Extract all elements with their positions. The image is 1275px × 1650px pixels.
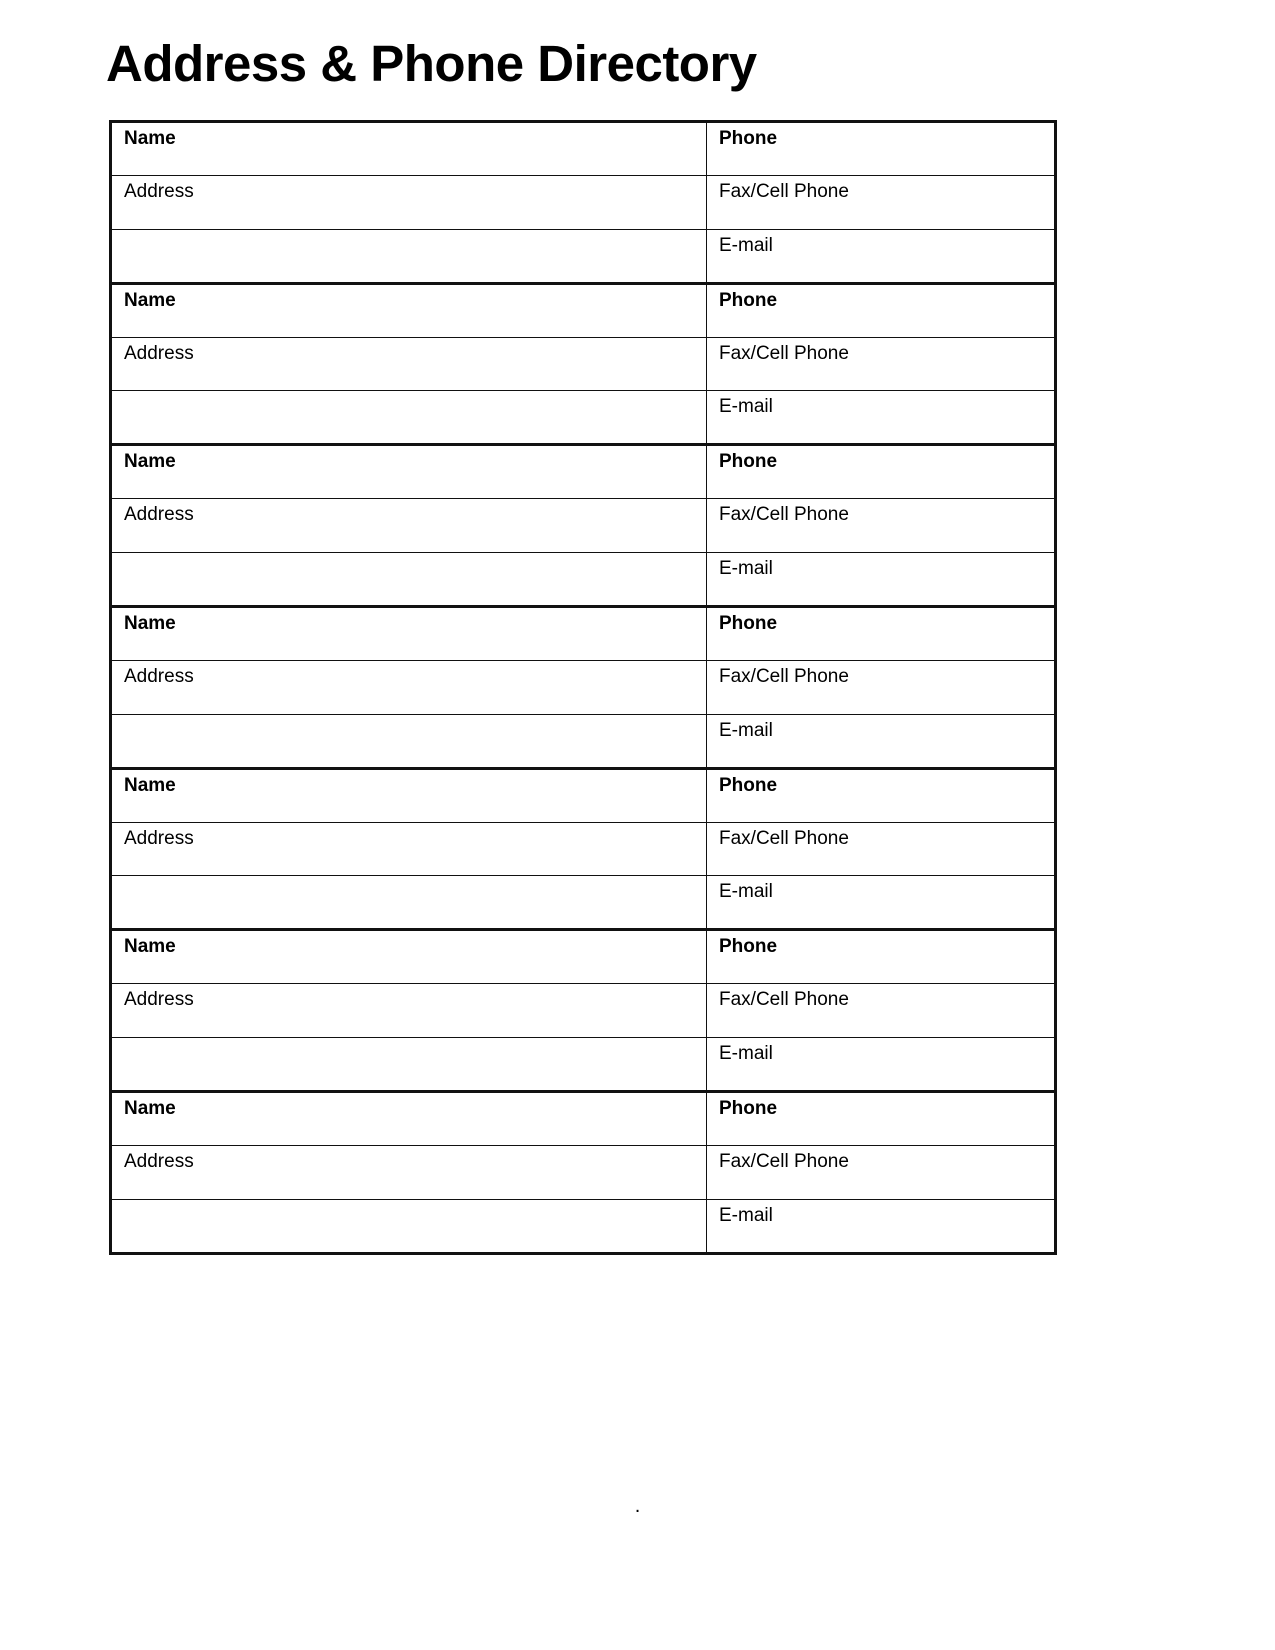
table-row (111, 229, 1056, 283)
empty-cell (111, 1038, 707, 1092)
address-label-cell: Address (111, 1145, 707, 1199)
table-row (111, 607, 1056, 661)
footer-mark: . (634, 1495, 641, 1517)
table-row (111, 660, 1056, 714)
empty-cell (111, 553, 707, 607)
email-label-cell: E-mail (707, 391, 1056, 445)
phone-label-cell: Phone (707, 445, 1056, 499)
empty-cell (111, 1199, 707, 1253)
table-row (111, 553, 1056, 607)
table-row (111, 714, 1056, 768)
email-label-cell: E-mail (707, 229, 1056, 283)
name-label-cell: Name (111, 930, 707, 984)
empty-cell (111, 229, 707, 283)
email-label-cell: E-mail (707, 1038, 1056, 1092)
directory-table (109, 120, 1057, 1255)
page-title: Address & Phone Directory (106, 35, 757, 92)
table-row (111, 1199, 1056, 1253)
table-row (111, 391, 1056, 445)
fax-label-cell: Fax/Cell Phone (707, 175, 1056, 229)
table-row (111, 499, 1056, 553)
fax-label-cell: Fax/Cell Phone (707, 499, 1056, 553)
name-label-cell: Name (111, 445, 707, 499)
address-label-cell: Address (111, 499, 707, 553)
table-row (111, 337, 1056, 391)
table-row (111, 984, 1056, 1038)
table-row (111, 930, 1056, 984)
table-row (111, 1092, 1056, 1146)
name-label-cell: Name (111, 607, 707, 661)
table-row (111, 283, 1056, 337)
name-label-cell: Name (111, 283, 707, 337)
table-row (111, 175, 1056, 229)
table-row (111, 1038, 1056, 1092)
phone-label-cell: Phone (707, 122, 1056, 176)
email-label-cell: E-mail (707, 876, 1056, 930)
email-label-cell: E-mail (707, 553, 1056, 607)
address-label-cell: Address (111, 984, 707, 1038)
phone-label-cell: Phone (707, 930, 1056, 984)
phone-label-cell: Phone (707, 1092, 1056, 1146)
name-label-cell: Name (111, 122, 707, 176)
phone-label-cell: Phone (707, 283, 1056, 337)
table-row (111, 768, 1056, 822)
table-row (111, 822, 1056, 876)
address-label-cell: Address (111, 660, 707, 714)
table-row (111, 445, 1056, 499)
name-label-cell: Name (111, 1092, 707, 1146)
fax-label-cell: Fax/Cell Phone (707, 822, 1056, 876)
fax-label-cell: Fax/Cell Phone (707, 660, 1056, 714)
table-row (111, 1145, 1056, 1199)
name-label-cell: Name (111, 768, 707, 822)
address-label-cell: Address (111, 337, 707, 391)
fax-label-cell: Fax/Cell Phone (707, 984, 1056, 1038)
empty-cell (111, 714, 707, 768)
empty-cell (111, 876, 707, 930)
table-row (111, 122, 1056, 176)
fax-label-cell: Fax/Cell Phone (707, 1145, 1056, 1199)
email-label-cell: E-mail (707, 1199, 1056, 1253)
phone-label-cell: Phone (707, 768, 1056, 822)
table-row (111, 876, 1056, 930)
email-label-cell: E-mail (707, 714, 1056, 768)
address-label-cell: Address (111, 822, 707, 876)
phone-label-cell: Phone (707, 607, 1056, 661)
empty-cell (111, 391, 707, 445)
fax-label-cell: Fax/Cell Phone (707, 337, 1056, 391)
address-label-cell: Address (111, 175, 707, 229)
